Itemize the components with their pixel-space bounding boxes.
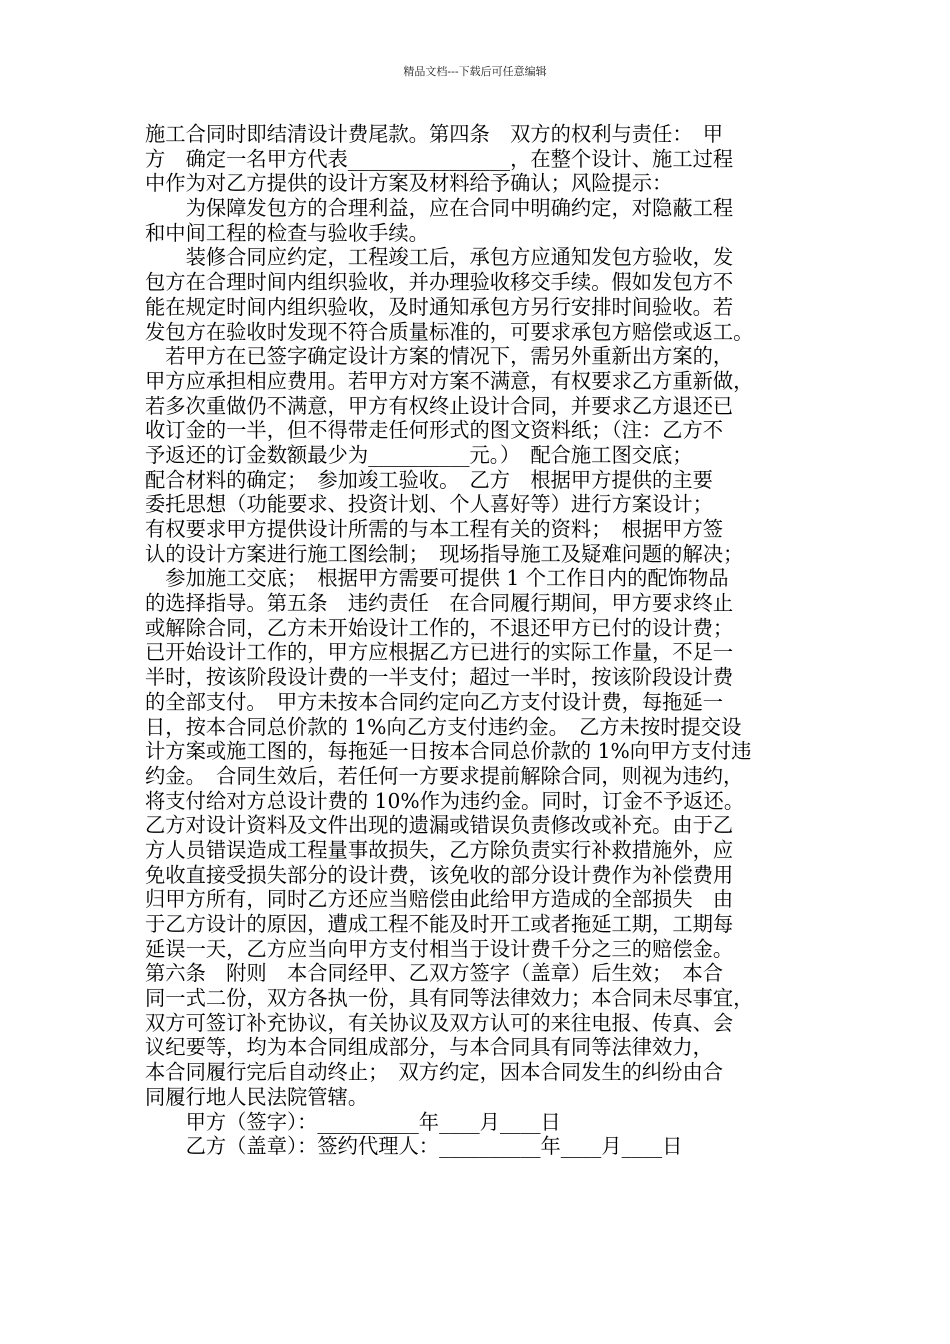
text-line: 若多次重做仍不满意，甲方有权终止设计合同，并要求乙方退还已 [145, 393, 734, 418]
text-line: 将支付给对方总设计费的 10%作为违约金。同时，订金不予返还。 [145, 788, 745, 813]
text-line: 发包方在验收时发现不符合质量标准的，可要求承包方赔偿或返工。 [145, 319, 754, 344]
text-line: 予返还的订金数额最少为__________元。） 配合施工图交底； [145, 442, 693, 467]
text-line: 双方可签订补充协议，有关协议及双方认可的来往电报、传真、会 [145, 1010, 734, 1035]
text-line: 委托思想（功能要求、投资计划、个人喜好等）进行方案设计； [145, 492, 713, 517]
text-line: 日，按本合同总价款的 1%向乙方支付违约金。 乙方未按时提交设 [145, 714, 742, 739]
text-line: 方 确定一名甲方代表________________，在整个设计、施工过程 [145, 146, 734, 171]
text-line: 收订金的一半，但不得带走任何形式的图文资料纸；（注：乙方不 [145, 418, 724, 443]
text-line: 本合同履行完后自动终止； 双方约定，因本合同发生的纠纷由合 [145, 1060, 724, 1085]
text-line: 于乙方设计的原因，遭成工程不能及时开工或者拖延工期，工期每 [145, 912, 734, 936]
text-line: 能在规定时间内组织验收，及时通知承包方另行安排时间验收。若 [145, 294, 734, 319]
text-line: 延误一天，乙方应当向甲方支付相当于设计费千分之三的赔偿金。 [145, 936, 734, 961]
text-line: 有权要求甲方提供设计所需的与本工程有关的资料； 根据甲方签 [145, 517, 724, 541]
page-header: 精品文档---下载后可任意编辑 [403, 65, 547, 78]
text-line: 甲方应承担相应费用。若甲方对方案不满意，有权要求乙方重新做， [145, 368, 754, 393]
contract-body [145, 122, 813, 1159]
text-line: 参加施工交底； 根据甲方需要可提供 1 个工作日内的配饰物品 [145, 566, 729, 591]
text-line: 同履行地人民法院管辖。 [145, 1084, 369, 1109]
text-line: 包方在合理时间内组织验收，并办理验收移交手续。假如发包方不 [145, 270, 734, 295]
text-line: 议纪要等，均为本合同组成部分，与本合同具有同等法律效力， [145, 1035, 713, 1060]
text-line: 的全部支付。 甲方未按本合同约定向乙方支付设计费，每拖延一 [145, 689, 724, 714]
text-line: 约金。 合同生效后，若任何一方要求提前解除合同，则视为违约， [145, 763, 744, 788]
text-line: 的选择指导。第五条 违约责任 在合同履行期间，甲方要求终止 [145, 591, 734, 616]
text-line: 配合材料的确定； 参加竣工验收。 乙方 根据甲方提供的主要 [145, 467, 713, 492]
text-line: 乙方对设计资料及文件出现的遗漏或错误负责修改或补充。由于乙 [145, 813, 734, 838]
text-line: 若甲方在已签字确定设计方案的情况下，需另外重新出方案的， [145, 344, 734, 369]
text-line: 方人员错误造成工程量事故损失，乙方除负责实行补救措施外，应 [145, 837, 734, 862]
text-line: 免收直接受损失部分的设计费，该免收的部分设计费作为补偿费用 [145, 862, 734, 887]
text-line: 中作为对乙方提供的设计方案及材料给予确认；风险提示： [145, 171, 673, 196]
text-line: 已开始设计工作的，甲方应根据乙方已进行的实际工作量，不足一 [145, 640, 734, 665]
text-line: 计方案或施工图的，每拖延一日按本合同总价款的 1%向甲方支付违 [145, 739, 752, 764]
text-line: 装修合同应约定，工程竣工后，承包方应通知发包方验收，发 [145, 245, 734, 270]
text-line: 甲方（签字）：__________年____月____日 [145, 1109, 561, 1134]
text-line: 第六条 附则 本合同经甲、乙双方签字（盖章）后生效； 本合 [145, 961, 724, 986]
text-line: 乙方（盖章）：签约代理人：__________年____月____日 [145, 1134, 683, 1159]
text-line: 归甲方所有，同时乙方还应当赔偿由此给甲方造成的全部损失 由 [145, 887, 734, 912]
text-line: 和中间工程的检查与验收手续。 [145, 220, 429, 245]
text-line: 同一式二份，双方各执一份，具有同等法律效力；本合同未尽事宜， [145, 986, 754, 1011]
text-line: 认的设计方案进行施工图绘制； 现场指导施工及疑难问题的解决； [145, 541, 744, 566]
text-line: 半时，按该阶段设计费的一半支付；超过一半时，按该阶段设计费 [145, 665, 734, 690]
text-line: 或解除合同，乙方未开始设计工作的，不退还甲方已付的设计费； [145, 615, 734, 640]
text-line: 施工合同时即结清设计费尾款。第四条 双方的权利与责任： 甲 [145, 122, 724, 146]
text-line: 为保障发包方的合理利益，应在合同中明确约定，对隐蔽工程 [145, 196, 734, 221]
